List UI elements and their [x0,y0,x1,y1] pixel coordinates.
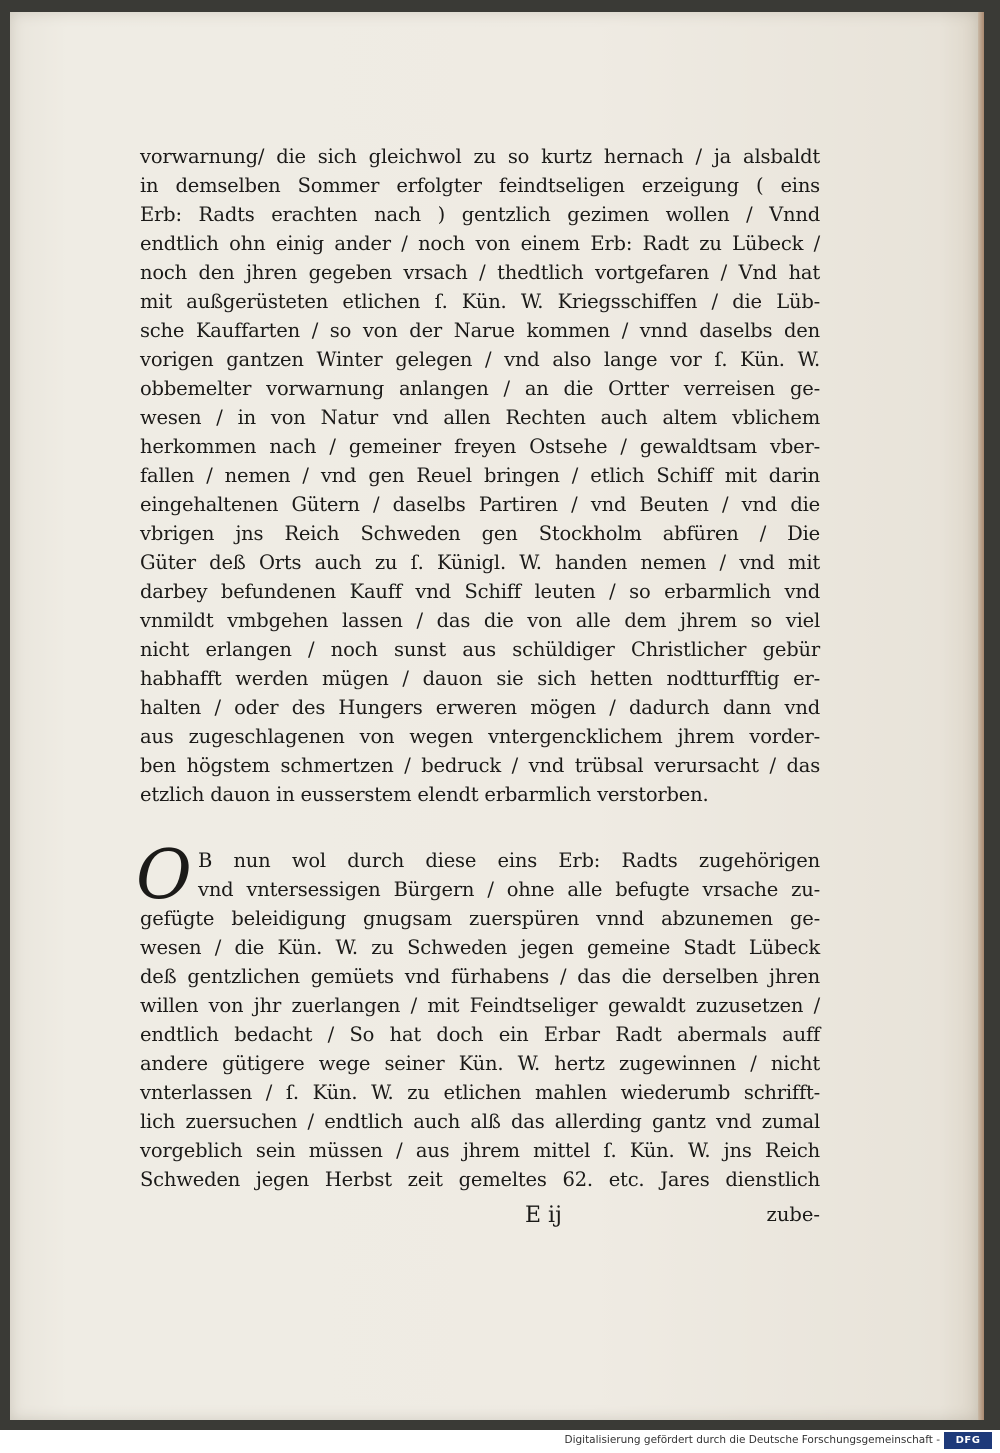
text-line: nicht erlangen / noch sunst aus schüldiger Christlicher gebür [140,638,820,661]
text-line: wesen / in von Natur vnd allen Rechten auch altem vblichem [140,406,820,429]
text-line: herkommen nach / gemeiner freyen Ostsehe / gewaldtsam vber- [140,435,820,458]
footer-credit: Digitalisierung gefördert durch die Deutsche Forschungsgemeinschaft - [564,1434,940,1446]
text-line: fallen / nemen / vnd gen Reuel bringen / etlich Schiff mit darin [140,464,820,487]
text-line: darbey befundenen Kauff vnd Schiff leuten / so erbarmlich vnd [140,580,820,603]
catchword: zube- [766,1203,820,1226]
text-line: andere gütigere wege seiner Kün. W. hertz zugewinnen / nicht [140,1052,820,1075]
text-line: endtlich ohn einig ander / noch von einem Erb: Radt zu Lübeck / [140,232,820,255]
text-line: vorigen gantzen Winter gelegen / vnd also lange vor ſ. Kün. W. [140,348,820,371]
page-edge [978,12,984,1420]
text-line: halten / oder des Hungers erweren mögen / dadurch dann vnd [140,696,820,719]
text-line: lich zuersuchen / endtlich auch alß das allerding gantz vnd zumal [140,1110,820,1133]
text-line: Erb: Radts erachten nach ) gentzlich gezimen wollen / Vnnd [140,203,820,226]
page-text [136,142,820,1194]
text-line: obbemelter vorwarnung anlangen / an die Ortter verreisen ge- [140,377,820,400]
paragraph-2 [136,836,820,1194]
dfg-logo: DFG [944,1432,992,1449]
text-line: sche Kauffarten / so von der Narue kommen / vnnd daselbs den [140,319,820,342]
text-line: vnterlassen / ſ. Kün. W. zu etlichen mahlen wiederumb schrifft- [140,1081,820,1104]
text-line: Schweden jegen Herbst zeit gemeltes 62. etc. Jares dienstlich [140,1168,820,1191]
text-line: in demselben Sommer erfolgter feindtseligen erzeigung ( eins [140,174,820,197]
text-line: endtlich bedacht / So hat doch ein Erbar Radt abermals auff [140,1023,820,1046]
text-line: vnmildt vmbgehen lassen / das die von alle dem jhrem so viel [140,609,820,632]
text-line: vnd vntersessigen Bürgern / ohne alle befugte vrsache zu- [198,878,820,901]
text-line: B nun wol durch diese eins Erb: Radts zugehörigen [198,849,820,872]
text-line: etzlich dauon in eusserstem elendt erbarmlich verstorben. [140,783,709,806]
text-line: gefügte beleidigung gnugsam zuerspüren vnnd abzunemen ge- [140,907,820,930]
text-line: ben högstem schmertzen / bedruck / vnd trübsal verursacht / das [140,754,820,777]
text-line: willen von jhr zuerlangen / mit Feindtseliger gewaldt zuzusetzen / [140,994,820,1017]
footer-bar [0,1430,1000,1453]
decorated-initial: O [136,836,192,915]
text-line: habhafft werden mügen / dauon sie sich hetten nodtturfftig er- [140,667,820,690]
signature-line [140,1203,820,1233]
text-line: noch den jhren gegeben vrsach / thedtlich vortgefaren / Vnd hat [140,261,820,284]
text-line: mit außgerüsteten etlichen ſ. Kün. W. Kriegsschiffen / die Lüb- [140,290,820,313]
text-line: aus zugeschlagenen von wegen vntergencklichem jhrem vorder- [140,725,820,748]
text-line: wesen / die Kün. W. zu Schweden jegen gemeine Stadt Lübeck [140,936,820,959]
text-line: Güter deß Orts auch zu ſ. Künigl. W. handen nemen / vnd mit [140,551,820,574]
text-line: vbrigen jns Reich Schweden gen Stockholm abfüren / Die [140,522,820,545]
signature-mark: E ij [525,1203,562,1228]
text-line: vorgeblich sein müssen / aus jhrem mittel ſ. Kün. W. jns Reich [140,1139,820,1162]
text-line: deß gentzlichen gemüets vnd fürhabens / das die derselben jhren [140,965,820,988]
text-line: eingehaltenen Gütern / daselbs Partiren / vnd Beuten / vnd die [140,493,820,516]
paragraph-1 [140,142,820,809]
text-line: vorwarnung/ die sich gleichwol zu so kurtz hernach / ja alsbaldt [140,145,820,168]
